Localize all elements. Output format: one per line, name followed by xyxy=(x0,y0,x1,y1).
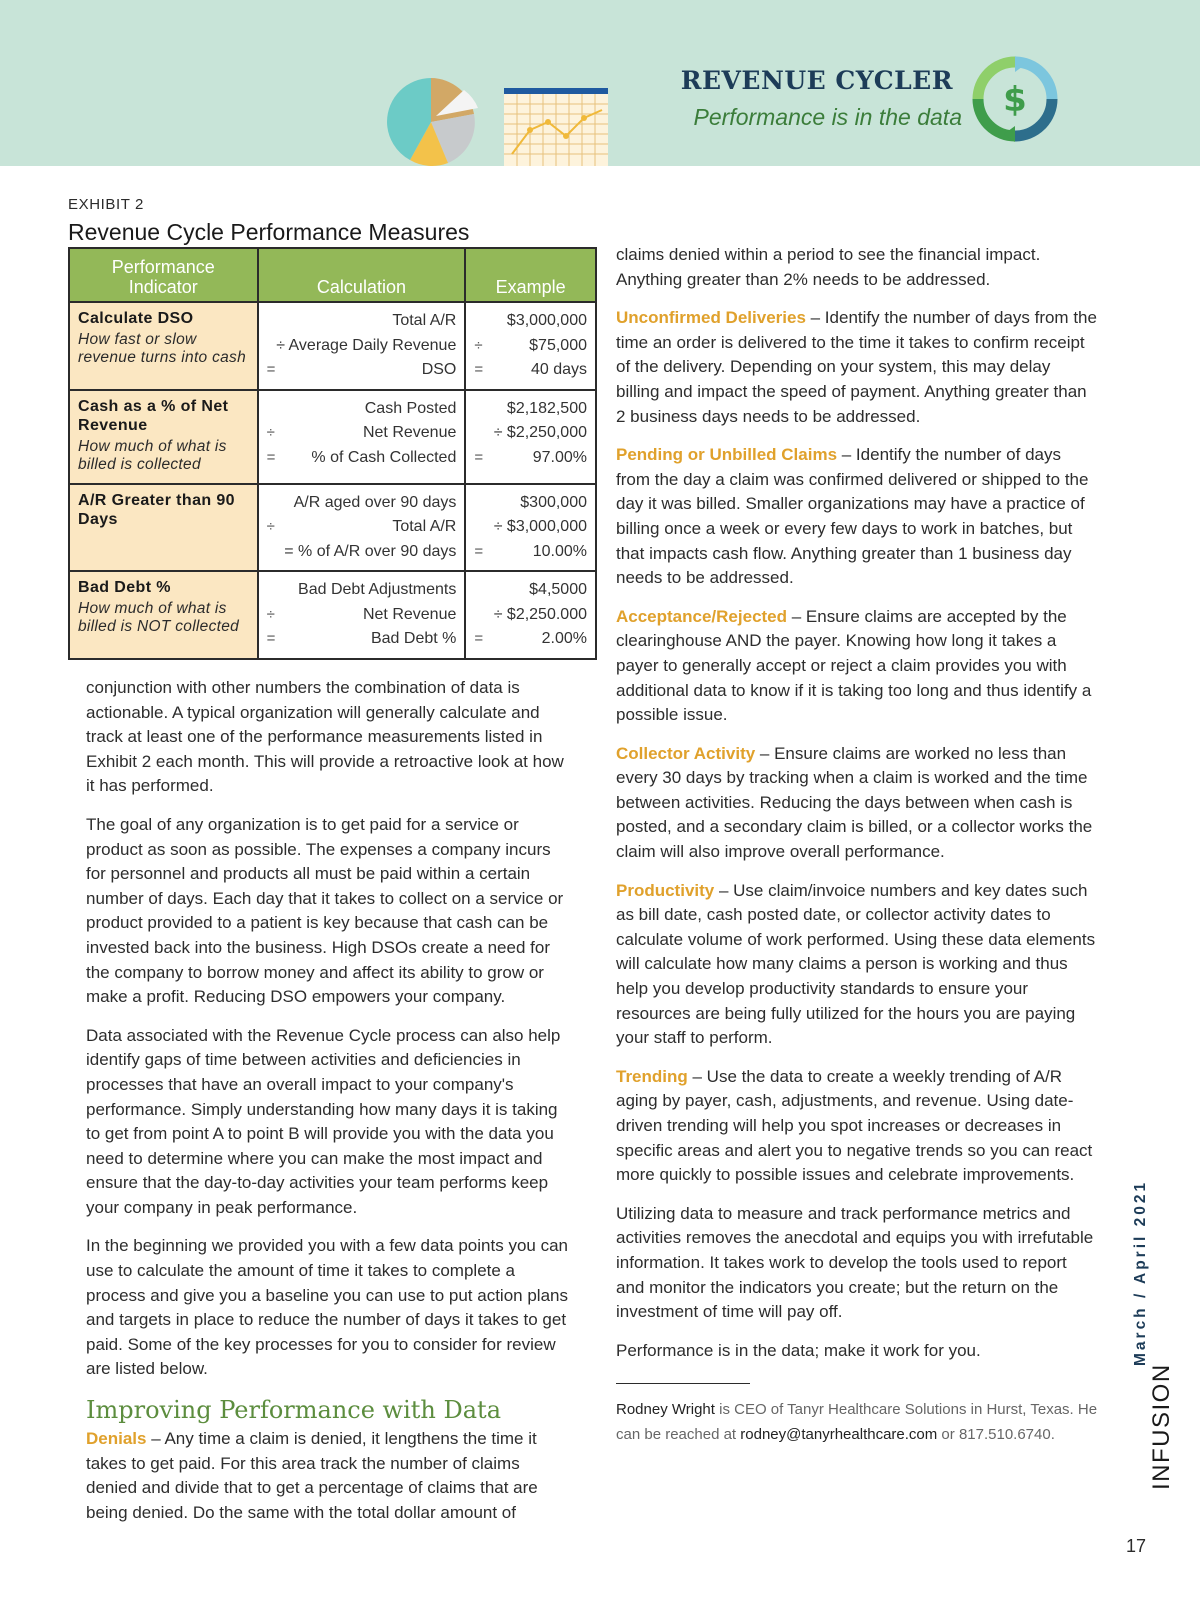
term-text: – Use claim/invoice numbers and key dates such as bill date, cash posted date, or collector activity dates to calculate volume of work performed. Using these data elements will calculate how many claims a person is working and thus help you develop productivity standards to ensure your resources are being fully utilized for the hours you are paying your staff to perform. xyxy=(616,880,1096,1048)
left-column xyxy=(86,676,574,1539)
header-example: Example xyxy=(465,248,596,302)
term-highlight: Productivity xyxy=(616,880,715,900)
calc-term: Net Revenue xyxy=(362,605,457,623)
magazine-logo: INFUSION xyxy=(1148,1363,1175,1490)
table-row xyxy=(69,484,596,572)
body-paragraph: The goal of any organization is to get paid for a service or product as soon as possible. The expenses a company incurs for personnel and products all must be paid within a certain number of days. Each day that it takes to collect on a service or product provided to a patient is key because that cash can be invested back into the business. High DSOs create a need for the company to borrow money and affect its ability to grow or make a profit. Reducing DSO empowers your company. xyxy=(86,814,564,1007)
body-paragraph: Data associated with the Revenue Cycle process can also help identify gaps of time between activities and deficiencies in processes that have an overall impact to your company's performance. Simply understanding how many days it is taking to get from point A to point B will provide you with the data you need to determine where you can make the most impact and ensure that the day-to-day activities your team performs keep your company in peak performance. xyxy=(86,1025,561,1217)
indicator-cell xyxy=(69,390,258,484)
issue-date: March / April 2021 xyxy=(1132,1179,1149,1366)
example-value: $300,000 xyxy=(520,493,587,511)
term-text: – Use the data to create a weekly trending of A/R aging by payer, cash, adjustments, and revenue. Using date-driven trending will help you spot increases or decreases in specific areas and alert you to negative trends so you can react more quickly to possible issues and celebrate improvements. xyxy=(616,1066,1093,1185)
grid-chart-icon xyxy=(504,88,608,166)
example-cell xyxy=(465,571,596,659)
header-indicator: Performance Indicator xyxy=(69,248,258,302)
example-value: 97.00% xyxy=(532,448,587,466)
right-column xyxy=(616,243,1098,1447)
body-paragraph: conjunction with other numbers the combination of data is actionable. A typical organization will generally calculate and track at least one of the performance measurements listed in Exhibit 2 each month. This will provide a retroactive look at how it has performed. xyxy=(86,678,564,796)
calc-term: Cash Posted xyxy=(364,399,457,417)
term-highlight: Acceptance/Rejected xyxy=(616,606,788,626)
calc-operator: = xyxy=(266,448,276,466)
indicator-name: A/R Greater than 90 Days xyxy=(78,491,235,528)
calc-term: = % of A/R over 90 days xyxy=(284,542,457,560)
calculation-cell xyxy=(258,302,466,390)
example-value: ÷ $3,000,000 xyxy=(493,518,587,535)
example-value: ÷ $2,250.000 xyxy=(493,605,587,623)
calc-term: Total A/R xyxy=(392,518,457,535)
indicator-cell xyxy=(69,571,258,659)
term-text: – Any time a claim is denied, it lengthens the time it takes to get paid. For this area track the number of claims denied and divide that to get a percentage of claims that are being denied. Do the same with the total dollar amount of xyxy=(86,1429,538,1522)
example-cell xyxy=(465,302,596,390)
indicator-desc: How fast or slow revenue turns into cash xyxy=(78,331,247,366)
header-calculation: Calculation xyxy=(258,248,466,302)
author-bio xyxy=(616,1398,1098,1447)
calc-term: Total A/R xyxy=(392,312,457,329)
example-operator: = xyxy=(474,542,484,560)
term-highlight: Pending or Unbilled Claims xyxy=(616,445,838,465)
example-cell xyxy=(465,390,596,484)
indicator-name: Cash as a % of Net Revenue xyxy=(78,397,229,434)
calc-term: DSO xyxy=(421,361,457,378)
calc-operator: ÷ xyxy=(266,424,275,441)
header-band xyxy=(0,0,1200,166)
term-text: – Identify the number of days from the day a claim was confirmed delivered or shipped to the day it was billed. Smaller organizations may have a practice of billing once a week or every few days to work in batches, but that impacts cash flow. Anything greater than 1 business day needs to be addressed. xyxy=(616,445,1089,588)
performance-measures-table xyxy=(68,247,597,660)
body-paragraph xyxy=(616,443,1098,591)
term-highlight: Trending xyxy=(616,1066,688,1086)
bio-divider xyxy=(616,1383,750,1384)
term-text: – Identify the number of days from the time an order is delivered to the time it takes to confirm receipt of the delivery. Depending on your system, this may delay billing and impact the speed of payment. Anything greater than 2 business days needs to be addressed. xyxy=(616,308,1097,426)
example-value: $3,000,000 xyxy=(506,312,587,329)
example-value: 10.00% xyxy=(532,542,587,560)
example-value: $2,182,500 xyxy=(506,399,587,417)
term-text: – Ensure claims are accepted by the clearinghouse AND the payer. Knowing how long it takes a payer to generally accept or reject a claim provides you with additional data to know if it is taking too long and thus identify a possible issue. xyxy=(616,606,1092,725)
body-paragraph xyxy=(616,742,1098,865)
section-title: REVENUE CYCLER xyxy=(680,66,953,95)
calc-term: Net Revenue xyxy=(362,424,457,441)
calculation-cell xyxy=(258,484,466,572)
pie-chart-icon xyxy=(384,76,482,168)
calc-operator: ÷ xyxy=(266,605,275,623)
term-text: – Ensure claims are worked no less than every 30 days by tracking when a claim is worked and the time between activities. Reducing the days between when cash is posted, and a secondary claim is billed, or a collector works the claim will also improve overall performance. xyxy=(616,743,1093,862)
example-operator: = xyxy=(474,630,484,647)
example-operator: = xyxy=(474,448,484,466)
calc-term: % of Cash Collected xyxy=(311,448,457,466)
example-value: $75,000 xyxy=(529,336,587,354)
calc-operator: = xyxy=(266,630,276,647)
indicator-cell xyxy=(69,484,258,572)
calculation-cell xyxy=(258,390,466,484)
body-paragraph: claims denied within a period to see the financial impact. Anything greater than 2% needs to be addressed. xyxy=(616,245,1041,289)
body-paragraph: Performance is in the data; make it work for you. xyxy=(616,1340,981,1360)
section-heading: Improving Performance with Data xyxy=(86,1396,502,1425)
page-number: 17 xyxy=(1126,1536,1147,1556)
indicator-desc: How much of what is billed is NOT collected xyxy=(78,600,240,635)
dollar-cycle-icon xyxy=(972,56,1058,142)
example-value: 40 days xyxy=(530,361,587,378)
calc-term: A/R aged over 90 days xyxy=(293,493,457,511)
body-paragraph xyxy=(616,605,1098,728)
author-name: Rodney Wright xyxy=(616,1401,715,1419)
body-paragraph: Utilizing data to measure and track performance metrics and activities removes the anecdotal and equips you with irrefutable information. It takes work to develop the tools used to report and monitor the indicators you create; but the return on the investment of time will pay off. xyxy=(616,1203,1094,1322)
bio-text: or 817.510.6740. xyxy=(937,1425,1055,1443)
example-value: 2.00% xyxy=(541,630,587,647)
table-row xyxy=(69,302,596,390)
calc-term: Bad Debt % xyxy=(370,630,457,647)
term-highlight: Unconfirmed Deliveries xyxy=(616,308,806,328)
body-paragraph: In the beginning we provided you with a few data points you can use to calculate the amount of time it takes to complete a process and give you a baseline you can use to put action plans and targets in place to reduce the number of days it takes to get paid. Some of the key processes for you to consider for review are listed below. xyxy=(86,1236,568,1379)
example-value: ÷ $2,250,000 xyxy=(493,424,587,441)
indicator-cell xyxy=(69,302,258,390)
body-paragraph xyxy=(616,1065,1098,1188)
svg-text:$: $ xyxy=(1003,80,1027,120)
indicator-name: Bad Debt % xyxy=(78,579,171,596)
calc-term: ÷ Average Daily Revenue xyxy=(276,336,457,354)
exhibit-title: Revenue Cycle Performance Measures xyxy=(68,219,470,245)
bio-text: is CEO of Tanyr Healthcare Solutions in Hurst, Texas. He can be reached at xyxy=(616,1401,1098,1443)
body-paragraph xyxy=(616,306,1098,429)
example-operator: ÷ xyxy=(474,336,483,354)
body-paragraph xyxy=(86,1427,574,1525)
example-operator: = xyxy=(474,361,484,378)
calc-operator: ÷ xyxy=(266,518,275,535)
table-row xyxy=(69,571,596,659)
term-highlight: Collector Activity xyxy=(616,743,756,763)
body-paragraph xyxy=(616,879,1098,1051)
term-highlight: Denials xyxy=(86,1429,147,1449)
example-cell xyxy=(465,484,596,572)
indicator-desc: How much of what is billed is collected xyxy=(78,437,227,473)
calc-term: Bad Debt Adjustments xyxy=(298,581,457,598)
indicator-name: Calculate DSO xyxy=(78,310,194,327)
table-header-row xyxy=(69,248,596,302)
calculation-cell xyxy=(258,571,466,659)
table-row xyxy=(69,390,596,484)
calc-operator: = xyxy=(266,361,276,378)
exhibit-label: EXHIBIT 2 xyxy=(68,196,144,213)
example-value: $4,5000 xyxy=(529,581,587,598)
section-subtitle: Performance is in the data xyxy=(693,104,962,130)
author-email: rodney@tanyrhealthcare.com xyxy=(740,1425,938,1443)
